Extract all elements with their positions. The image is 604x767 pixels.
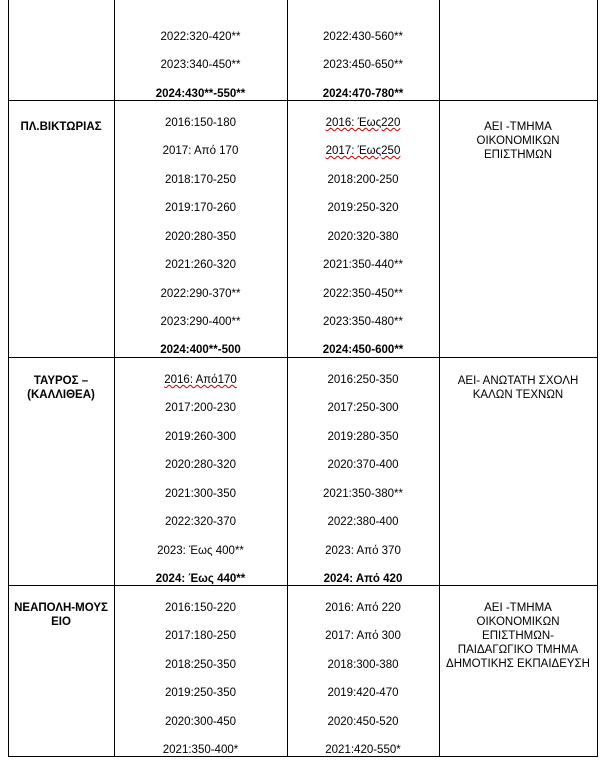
price-entry: 2024:430**-550** — [155, 88, 246, 100]
price-entry: 2017:200-230 — [165, 402, 236, 414]
table-border-right — [597, 0, 598, 757]
price-entry: 2022:350-450** — [323, 288, 403, 300]
price-entry: 2021:300-350 — [165, 488, 236, 500]
price-entry: 2018:170-250 — [165, 174, 236, 186]
price-entry: 2019:250-320 — [327, 202, 399, 214]
price-entry: 2022:430-560** — [323, 31, 403, 43]
table-row — [8, 100, 597, 357]
price-entry: 2016: Έως220 — [325, 117, 401, 129]
price-entry: 2022:380-400 — [327, 516, 399, 528]
price-entry: 2017:180-250 — [165, 630, 236, 642]
department-label: ΑΕΙ- ΑΝΩΤΑΤΗ ΣΧΟΛΗ ΚΑΛΩΝ ΤΕΧΝΩΝ — [457, 375, 579, 401]
table-row — [8, 0, 597, 100]
price-entry: 2020:450-520 — [327, 716, 399, 728]
price-entry: 2021:420-550* — [325, 744, 401, 756]
price-entry: 2022:320-370 — [165, 516, 236, 528]
table-row — [8, 585, 597, 756]
price-entry: 2023: Από 370 — [325, 545, 401, 557]
price-entry: 2017: Από 300 — [325, 630, 401, 642]
price-entry: 2024: Από 420 — [323, 573, 403, 585]
area-name: ΝΕΑΠΟΛΗ-ΜΟΥΣΕΙΟ — [14, 602, 108, 628]
price-entry: 2019:420-470 — [327, 687, 399, 699]
price-entry: 2023:450-650** — [323, 59, 403, 71]
department-label: ΑΕΙ -ΤΜΗΜΑ ΟΙΚΟΝΟΜΙΚΩΝ ΕΠΙΣΤΗΜΩΝ- ΠΑΙΔΑΓΩΓΙΚΟ ΤΜΗΜΑ ΔΗΜΟΤΙΚΗΣ ΕΚΠΑΙΔΕΥΣΗ — [446, 602, 590, 670]
price-entry: 2018:300-380 — [327, 659, 399, 671]
price-entry: 2021:350-440** — [323, 259, 403, 271]
price-entry: 2016: Από170 — [164, 374, 237, 386]
price-entry: 2020:370-400 — [327, 459, 399, 471]
price-entry: 2020:320-380 — [327, 231, 399, 243]
price-entry: 2024: Έως 440** — [155, 573, 246, 585]
price-entry: 2017:250-300 — [327, 402, 399, 414]
area-name: ΤΑΥΡΟΣ –(ΚΑΛΛΙΘΕΑ) — [27, 375, 95, 401]
department-label: ΑΕΙ -ΤΜΗΜΑ ΟΙΚΟΝΟΜΙΚΩΝ ΕΠΙΣΤΗΜΩΝ — [476, 121, 560, 161]
price-entry: 2019:260-300 — [165, 431, 236, 443]
price-entry: 2021:260-320 — [165, 259, 236, 271]
price-entry: 2023:290-400** — [160, 316, 241, 328]
price-entry: 2016:250-350 — [327, 374, 399, 386]
price-entry: 2023: Έως 400** — [157, 545, 244, 557]
table-row — [8, 357, 597, 585]
price-entry: 2016: Από 220 — [325, 602, 401, 614]
price-entry: 2019:250-350 — [165, 687, 236, 699]
price-entry: 2021:350-400* — [162, 744, 239, 756]
price-entry: 2019:170-260 — [165, 202, 236, 214]
price-entry: 2024:470-780** — [322, 88, 404, 100]
price-entry: 2021:350-380** — [323, 488, 403, 500]
price-entry: 2020:300-450 — [165, 716, 236, 728]
price-entry: 2017: Από 170 — [162, 145, 239, 157]
price-entry: 2020:280-350 — [165, 231, 236, 243]
area-name: ΠΛ.ΒΙΚΤΩΡΙΑΣ — [20, 121, 102, 133]
price-entry: 2016:150-220 — [165, 602, 236, 614]
price-entry: 2024:400**-500 — [160, 344, 241, 356]
price-entry: 2022:290-370** — [160, 288, 241, 300]
price-entry: 2023:350-480** — [323, 316, 403, 328]
price-entry: 2020:280-320 — [165, 459, 236, 471]
data-table — [8, 0, 597, 757]
price-entry: 2018:200-250 — [327, 174, 399, 186]
price-entry: 2018:250-350 — [165, 659, 236, 671]
price-entry: 2023:340-450** — [160, 59, 241, 71]
price-entry: 2017: Έως250 — [325, 145, 401, 157]
price-entry: 2024:450-600** — [322, 344, 404, 356]
price-entry: 2022:320-420** — [160, 31, 241, 43]
price-entry: 2019:280-350 — [327, 431, 399, 443]
price-entry: 2016:150-180 — [165, 117, 236, 129]
